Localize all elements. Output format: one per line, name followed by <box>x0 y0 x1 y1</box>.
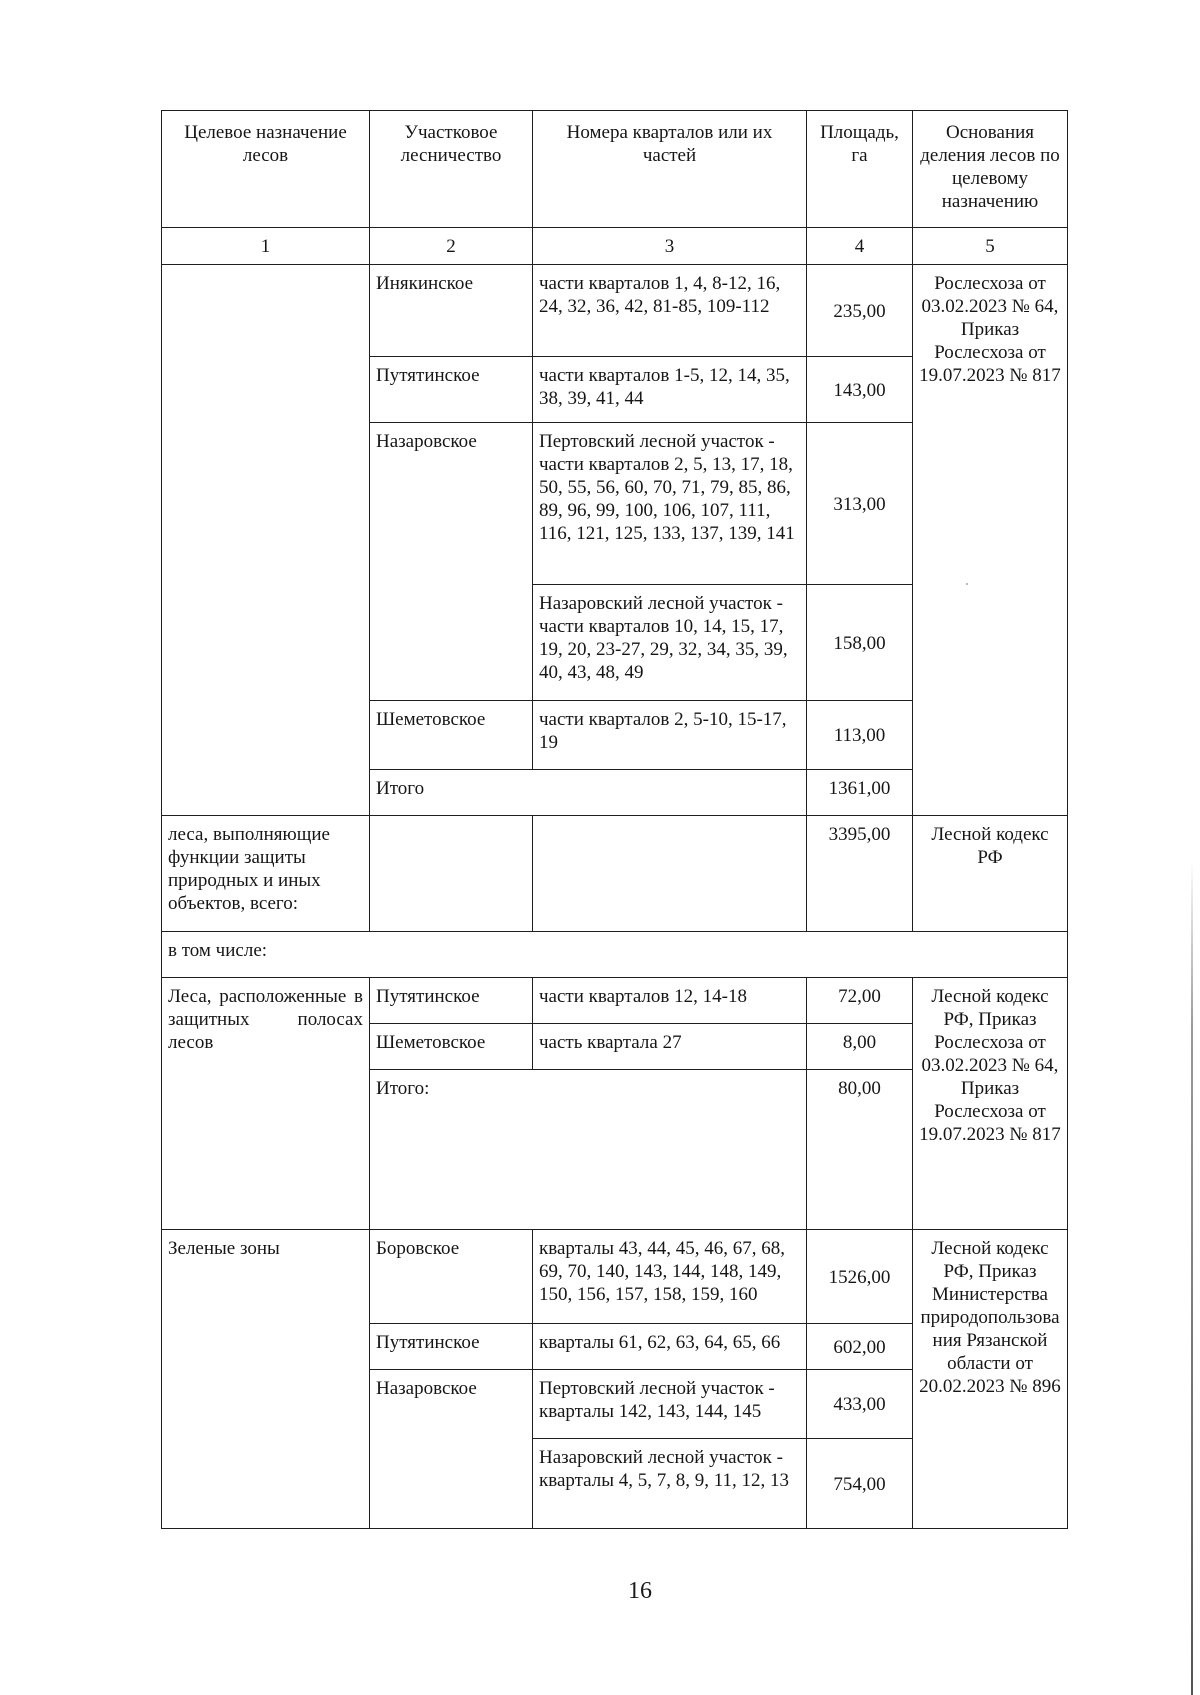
area-cell: 158,00 <box>807 585 913 701</box>
quarters-cell-empty <box>533 816 807 932</box>
table-row <box>162 265 1068 357</box>
area-cell: 72,00 <box>807 978 913 1024</box>
quarters-cell: кварталы 43, 44, 45, 46, 67, 68, 69, 70, 140, 143, 144, 148, 149, 150, 156, 157, 158, 159, 160 <box>533 1230 807 1324</box>
header-area: Площадь, га <box>807 111 913 228</box>
purpose-cell: Зеленые зоны <box>162 1230 370 1529</box>
quarters-cell: Назаровский лесной участок - кварталы 4, 5, 7, 8, 9, 11, 12, 13 <box>533 1439 807 1529</box>
scan-speck <box>966 583 968 585</box>
total-label: Итого <box>370 770 807 816</box>
basis-cell: Лесной кодекс РФ <box>913 816 1068 932</box>
forestry-cell-empty <box>370 816 533 932</box>
table-row <box>162 978 1068 1024</box>
forestry-cell: Инякинское <box>370 265 533 357</box>
area-cell: 235,00 <box>807 265 913 357</box>
quarters-cell: Назаровский лесной участок - части кварталов 10, 14, 15, 17, 19, 20, 23-27, 29, 32, 34, 35, 39, 40, 43, 48, 49 <box>533 585 807 701</box>
quarters-cell: часть квартала 27 <box>533 1024 807 1070</box>
total-label: Итого: <box>370 1070 807 1230</box>
area-cell: 1526,00 <box>807 1230 913 1324</box>
area-cell: 433,00 <box>807 1370 913 1439</box>
area-cell: 3395,00 <box>807 816 913 932</box>
header-purpose: Целевое назначение лесов <box>162 111 370 228</box>
total-area: 1361,00 <box>807 770 913 816</box>
column-number: 1 <box>162 228 370 265</box>
basis-cell: Лесной кодекс РФ, Приказ Рослесхоза от 03.02.2023 № 64, Приказ Рослесхоза от 19.07.2023 № 817 <box>913 978 1068 1230</box>
area-cell: 8,00 <box>807 1024 913 1070</box>
area-cell: 113,00 <box>807 701 913 770</box>
column-number: 2 <box>370 228 533 265</box>
header-quarters: Номера кварталов или их частей <box>533 111 807 228</box>
header-forestry: Участковое лесничество <box>370 111 533 228</box>
purpose-cell: леса, выполняющие функции защиты природных и иных объектов, всего: <box>162 816 370 932</box>
basis-cell: Рослесхоза от 03.02.2023 № 64, Приказ Рослесхоза от 19.07.2023 № 817 <box>913 265 1068 816</box>
quarters-cell: части кварталов 1, 4, 8-12, 16, 24, 32, 36, 42, 81-85, 109-112 <box>533 265 807 357</box>
forestry-cell: Путятинское <box>370 1324 533 1370</box>
quarters-cell: Пертовский лесной участок - кварталы 142, 143, 144, 145 <box>533 1370 807 1439</box>
quarters-cell: кварталы 61, 62, 63, 64, 65, 66 <box>533 1324 807 1370</box>
header-basis: Основания деления лесов по целевому назначению <box>913 111 1068 228</box>
quarters-cell: Пертовский лесной участок - части кварталов 2, 5, 13, 17, 18, 50, 55, 56, 60, 70, 71, 79, 85, 86, 89, 96, 99, 100, 106, 107, 111, 116, 121, 125, 133, 137, 139, 141 <box>533 423 807 585</box>
scan-edge-shadow <box>1191 860 1193 1695</box>
column-number: 3 <box>533 228 807 265</box>
quarters-cell: части кварталов 1-5, 12, 14, 35, 38, 39, 41, 44 <box>533 357 807 423</box>
total-area: 80,00 <box>807 1070 913 1230</box>
forestry-cell: Путятинское <box>370 357 533 423</box>
forestry-cell: Шеметовское <box>370 701 533 770</box>
table-header-row <box>162 111 1068 228</box>
quarters-cell: части кварталов 12, 14-18 <box>533 978 807 1024</box>
including-label: в том числе: <box>162 932 1068 978</box>
table-row <box>162 816 1068 932</box>
page-number: 16 <box>628 1578 652 1604</box>
purpose-cell: Леса, расположенные в защитных полосах лесов <box>162 978 370 1230</box>
forestry-cell: Боровское <box>370 1230 533 1324</box>
forestry-cell: Шеметовское <box>370 1024 533 1070</box>
area-cell: 143,00 <box>807 357 913 423</box>
area-cell: 602,00 <box>807 1324 913 1370</box>
forest-purpose-table <box>161 110 1068 1529</box>
basis-cell: Лесной кодекс РФ, Приказ Министерства природопользования Рязанской области от 20.02.2023 № 896 <box>913 1230 1068 1529</box>
area-cell: 754,00 <box>807 1439 913 1529</box>
column-number: 4 <box>807 228 913 265</box>
table-row-including <box>162 932 1068 978</box>
area-cell: 313,00 <box>807 423 913 585</box>
quarters-cell: части кварталов 2, 5-10, 15-17, 19 <box>533 701 807 770</box>
table-row <box>162 1230 1068 1324</box>
column-number-row <box>162 228 1068 265</box>
column-number: 5 <box>913 228 1068 265</box>
purpose-cell-empty <box>162 265 370 816</box>
forestry-cell: Назаровское <box>370 423 533 701</box>
forestry-cell: Путятинское <box>370 978 533 1024</box>
forestry-cell: Назаровское <box>370 1370 533 1529</box>
